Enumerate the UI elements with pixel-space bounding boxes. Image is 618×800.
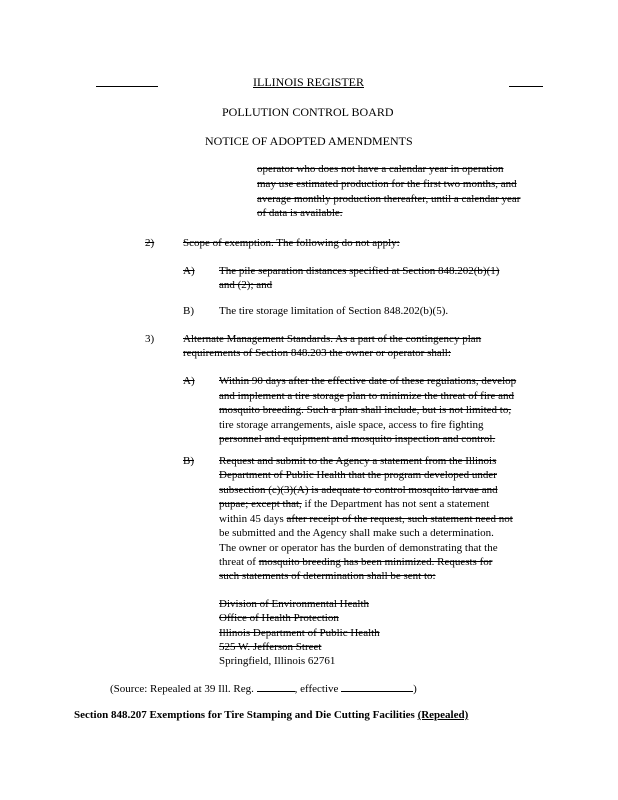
item-3b-line [219,498,489,511]
address-line: Division of Environmental Health [219,598,369,610]
item-3a-line: Within 90 days after the effective date of these regulations, develop [219,375,517,387]
address-line: Office of Health Protection [219,612,339,624]
item-2a-label: A) [183,265,195,277]
item-3a-line: tire storage arrangements, aisle space, access to fire fighting [219,419,484,431]
source-middle: , effective [294,683,342,695]
item-3b-line: be submitted and the Agency shall make such a determination. [219,527,494,539]
item-3b-line: Department of Public Health that the program developed under [219,469,497,481]
item-3b-line: subsection (c)(3)(A) is adequate to control mosquito larvae and [219,484,498,496]
item-3-heading: requirements of Section 848.203 the owner or operator shall: [183,347,451,359]
struck-text: after receipt of the request, such statement need not [286,513,513,525]
item-3b-line: The owner or operator has the burden of demonstrating that the [219,542,498,554]
section-repealed: (Repealed) [417,709,469,721]
item-3a-line: and implement a tire storage plan to minimize the threat of fire and [219,390,515,402]
item-3-heading: Alternate Management Standards. As a part of the contingency plan [183,333,482,345]
address-line: Illinois Department of Public Health [219,627,380,639]
item-2a-line: and (2); and [219,279,273,291]
continuation-line: may use estimated production for the first two months, and [257,178,517,190]
item-3b-line [219,513,513,526]
address-line: Springfield, Illinois 62761 [219,655,336,667]
continuation-line: average monthly production thereafter, until a calendar year [257,193,521,205]
item-3a-line: personnel and equipment and mosquito inspection and control. [219,433,496,445]
item-2b-label: B) [183,305,194,317]
item-3a-label: A) [183,375,195,387]
struck-text: has been minimized. Requests for [340,556,493,568]
item-3b-line: such statements of determination shall be sent to: [219,570,436,582]
struck-text: pupae; except that, [219,498,302,510]
section-title-text: Section 848.207 Exemptions for Tire Stamping and Die Cutting Facilities [74,709,418,721]
board-title: POLLUTION CONTROL BOARD [222,105,394,119]
address-line: 525 W. Jefferson Street [219,641,322,653]
register-title: ILLINOIS REGISTER [253,75,364,89]
item-3b-line: Request and submit to the Agency a statement from the Illinois [219,455,497,467]
section-title [74,709,468,722]
notice-title: NOTICE OF ADOPTED AMENDMENTS [205,134,413,148]
reg-blank [257,681,295,692]
continuation-line: of data is available. [257,207,343,219]
source-suffix: ) [413,683,417,695]
item-3b-label: B) [183,455,194,467]
header-left-rule [96,86,158,87]
item-2-number: 2) [145,237,155,249]
source-note [110,681,417,696]
item-2-heading: Scope of exemption. The following do not apply: [183,237,400,249]
plain-text: threat of [219,556,259,568]
item-3b-line [219,556,492,569]
source-prefix: (Source: Repealed at 39 Ill. Reg. [110,683,257,695]
plain-text: within 45 days [219,513,287,525]
item-3a-line: mosquito breeding. Such a plan shall include, but is not limited to, [219,404,512,416]
struck-text: mosquito breeding [258,556,341,568]
plain-text: if the Department has not sent a statement [301,498,490,510]
date-blank [341,681,413,692]
item-2a-line: The pile separation distances specified at Section 848.202(b)(1) [219,265,500,277]
item-3-number: 3) [145,333,155,345]
continuation-line: operator who does not have a calendar year in operation [257,163,504,175]
item-2b-text: The tire storage limitation of Section 848.202(b)(5). [219,305,449,317]
header-right-rule [509,86,543,87]
